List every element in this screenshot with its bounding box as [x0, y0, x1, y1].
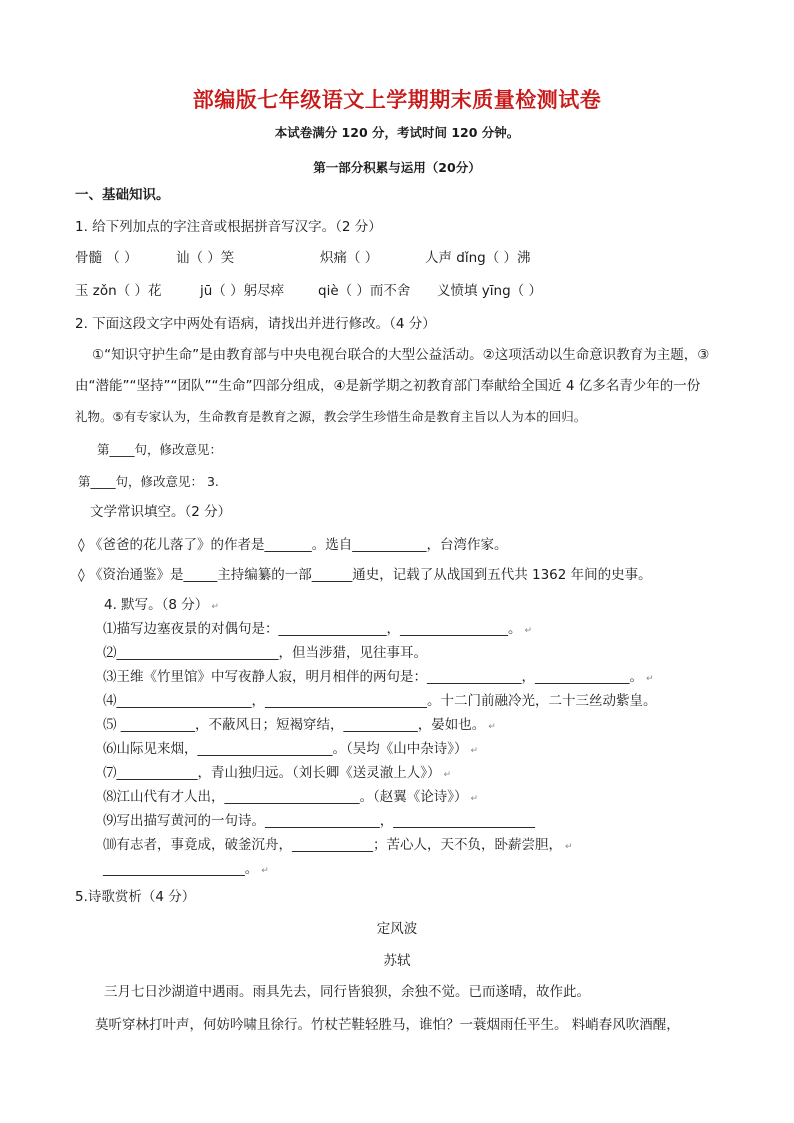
poem-line: 莫听穿林打叶声，何妨吟啸且徐行。竹杖芒鞋轻胜马，谁怕？一蓑烟雨任平生。 料峭春风吹酒醒，	[95, 1017, 680, 1033]
q2-paragraph-line: 礼物。⑤有专家认为，生命教育是教育之源，教会学生珍惜生命是教育主旨以人为本的回归。	[75, 409, 587, 424]
q4-item: ⑼写出描写黄河的一句诗。_________________，_____________________	[103, 813, 535, 829]
q4-item: ⑶王维《竹里馆》中写夜静人寂，明月相伴的两句是：______________，______________。 ↵	[103, 669, 654, 685]
q2-paragraph-line: 由“潜能”“坚持”“团队”“生命”四部分组成，④是新学期之初教育部门奉献给全国近 4 亿多名青少年的一份	[75, 378, 701, 394]
q4-item: ⑹山际见来烟，____________________。（吴均《山中杂诗》） ↵	[103, 741, 479, 757]
q3-line: ◊ 《爸爸的花儿落了》的作者是_______。选自___________，台湾作家。	[78, 537, 508, 553]
poem-preface: 三月七日沙湖道中遇雨。雨具先去，同行皆狼狈，余独不觉。已而遂晴，故作此。	[104, 984, 590, 1000]
q1-item: 骨髓 （ ）	[75, 250, 138, 266]
q1-item: 炽痛（ ）	[320, 250, 379, 266]
poem-author: 苏轼	[383, 953, 411, 969]
exam-title: 部编版七年级语文上学期期末质量检测试卷	[192, 87, 602, 112]
q4-item: ⑽有志者，事竟成，破釜沉舟，____________；苦心人，天不负，卧薪尝胆， ↵	[103, 837, 573, 853]
q2-answer-line: 第____句，修改意见：	[97, 442, 223, 457]
q1-item: 玉 zǒn（ ）花	[75, 283, 162, 299]
q4-item: ⑸ ___________，不蔽风日；短褐穿结，___________，晏如也。 ↵	[103, 717, 496, 733]
q1-item: qiè（ ）而不舍	[318, 283, 411, 299]
section1-heading: 一、基础知识。	[75, 187, 170, 203]
q4-stem: 4. 默写。（8 分） ↵	[104, 597, 219, 613]
q1-item: jū（ ）躬尽瘁	[200, 283, 285, 299]
q1-item: 讪（ ）笑	[176, 250, 235, 266]
q4-item: ⑻江山代有才人出，____________________。（赵翼《论诗》） ↵	[103, 789, 479, 805]
q2-answer-line: 第____句，修改意见： 3.	[78, 474, 219, 489]
exam-subtitle: 本试卷满分 120 分，考试时间 120 分钟。	[274, 125, 520, 140]
q1-item: 义愤填 yīng（ ）	[437, 283, 542, 299]
q3-stem: 文学常识填空。（2 分）	[90, 504, 232, 520]
q2-paragraph-line: ①“知识守护生命”是由教育部与中央电视台联合的大型公益活动。②这项活动以生命意识教育为主题，③	[92, 347, 710, 363]
q3-line: ◊ 《资治通鉴》是_____主持编纂的一部______通史，记载了从战国到五代共 1362 年间的史事。	[78, 567, 652, 583]
q4-item: ⑴描写边塞夜景的对偶句是：________________，________________。 ↵	[103, 621, 533, 637]
part1-heading: 第一部分积累与运用（20分）	[313, 160, 481, 175]
q4-item: ⑷____________________，________________________。十二门前融冷光，二十三丝动紫皇。	[103, 693, 657, 709]
q4-item: _____________________。 ↵	[103, 861, 269, 877]
q4-item: ⑵________________________，但当涉猎，见往事耳。	[103, 645, 427, 661]
q1-item: 人声 dǐng（ ）沸	[425, 250, 531, 266]
poem-title: 定风波	[376, 921, 418, 937]
q2-stem: 2. 下面这段文字中两处有语病，请找出并进行修改。（4 分）	[75, 316, 436, 332]
q5-stem: 5.诗歌赏析（4 分）	[75, 889, 196, 905]
q4-item: ⑺____________，青山独归远。（刘长卿《送灵澈上人》） ↵	[103, 765, 452, 781]
q1-stem: 1. 给下列加点的字注音或根据拼音写汉字。（2 分）	[75, 219, 382, 235]
